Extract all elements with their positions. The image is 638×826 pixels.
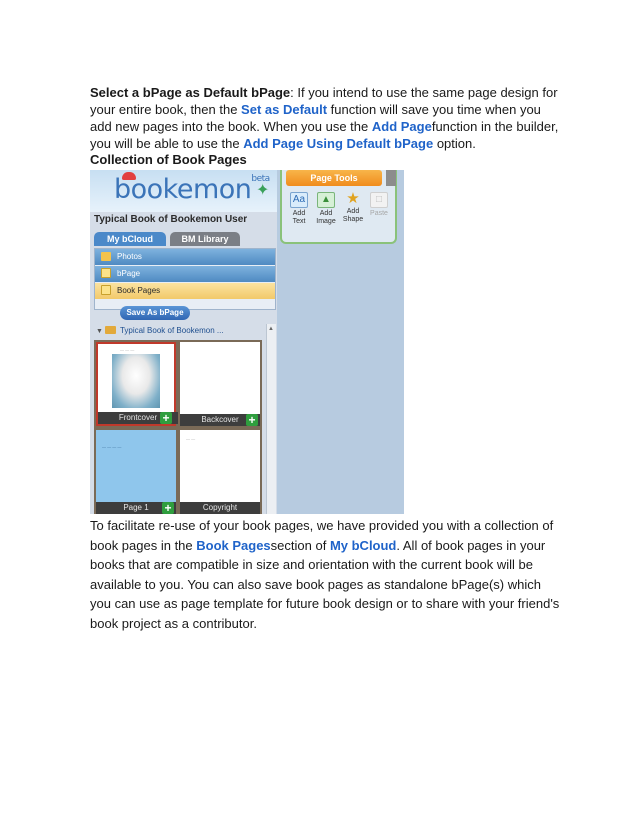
tree-item-label: Photos (117, 252, 142, 261)
paste-button[interactable] (366, 192, 392, 218)
book-pages-link[interactable]: Book Pages (196, 537, 271, 553)
my-bcloud-link[interactable]: My bCloud (329, 537, 397, 553)
add-image-button[interactable] (313, 192, 339, 226)
save-as-bpage-button[interactable]: Save As bPage (120, 306, 190, 320)
add-text-button[interactable] (286, 192, 312, 226)
body-paragraph (90, 516, 560, 633)
tools-tab-grey[interactable] (386, 170, 396, 186)
paste-icon: □ (370, 192, 388, 208)
body-text-3: . All of book pages in your books that are compatible in size and orientation with the current book will be available to you. You can also save book pages as standalone bPage(s) which you can use as page template for future book design or to share with your friend's book project as a contributor. (90, 537, 560, 631)
book-title: Typical Book of Bookemon User (94, 214, 248, 225)
scrollbar[interactable] (266, 324, 276, 514)
text-icon: Aa (290, 192, 308, 208)
page-tools-panel (280, 170, 397, 244)
scroll-up-icon[interactable]: ▲ (268, 326, 274, 332)
photos-icon (101, 252, 111, 261)
bookemon-logo (114, 174, 270, 205)
folder-label: Typical Book of Bookemon ... (119, 326, 224, 335)
thumbnail-caption: Frontcover (98, 412, 178, 424)
cake-image (112, 354, 160, 408)
page-tools-tab[interactable]: Page Tools (286, 170, 382, 186)
tool-label: Text (292, 218, 306, 225)
folder-icon (105, 326, 116, 334)
tool-label: Add (346, 208, 360, 215)
star-icon: ★ (346, 190, 360, 207)
add-plus-icon[interactable]: + (246, 414, 258, 426)
section-title: Collection of Book Pages (90, 152, 247, 167)
logo-text: bookemon (114, 174, 252, 205)
logo-beta: beta (251, 174, 270, 184)
add-page-default-link[interactable]: Add Page Using Default bPage (243, 136, 434, 151)
intro-paragraph (90, 84, 560, 152)
tree-item-bpage[interactable] (95, 266, 275, 282)
add-shape-button[interactable] (340, 192, 366, 224)
add-page-link[interactable]: Add Page (371, 119, 432, 134)
bcloud-tree (94, 248, 276, 310)
thumbnail-caption: Page 1 (96, 502, 176, 514)
intro-text-3: function in the builder, you will be able to use the (90, 119, 559, 151)
folder-row[interactable] (94, 324, 274, 338)
bookemon-screenshot (90, 170, 404, 514)
body-text-1: To facilitate re-use of your book pages, we have provided you with a collection of book pages in the (90, 518, 554, 553)
intro-text-1: : If you intend to use the same page design for your entire book, then the (90, 85, 558, 117)
tree-item-label: Book Pages (117, 286, 161, 295)
thumbnail-caption: Copyright (180, 502, 260, 514)
right-panel (277, 170, 404, 514)
set-as-default-link[interactable]: Set as Default (241, 102, 328, 117)
intro-text-4: option. (433, 136, 476, 151)
tool-label: Add (292, 210, 306, 217)
thumbnail-caption: Backcover (180, 414, 260, 426)
page-icon (101, 268, 111, 278)
triangle-down-icon: ▼ (96, 328, 103, 335)
add-plus-icon[interactable]: + (160, 412, 172, 424)
thumbnail-copyright[interactable] (180, 430, 260, 514)
tree-item-book-pages[interactable] (95, 283, 275, 299)
left-panel (90, 170, 277, 514)
thumbnail-backcover[interactable] (180, 342, 260, 426)
tab-bm-library[interactable]: BM Library (170, 232, 240, 246)
tool-label: Add (319, 210, 333, 217)
tool-label: Shape (342, 216, 364, 223)
tool-label: Image (316, 218, 336, 225)
page-icon (101, 285, 111, 295)
tree-item-label: bPage (117, 269, 141, 278)
image-icon: ▲ (317, 192, 335, 208)
thumbnail-page-1[interactable] (96, 430, 176, 514)
tree-item-photos[interactable] (95, 249, 275, 265)
intro-text-2: function will save you time when you add new pages into the book. When you use the (90, 102, 541, 134)
thumbnail-tiny-text: — — (186, 436, 196, 441)
swirl-icon: ✦ (256, 182, 270, 199)
thumbnail-grid (94, 340, 262, 514)
tool-label: Paste (370, 210, 388, 217)
tab-my-bcloud[interactable]: My bCloud (94, 232, 166, 246)
thumbnail-frontcover[interactable] (96, 342, 176, 426)
thumbnail-tiny-text: — — — (120, 347, 135, 352)
app-header (90, 170, 277, 212)
body-text-2: section of (270, 537, 330, 553)
tab-bar (94, 232, 274, 248)
add-plus-icon[interactable]: + (162, 502, 174, 514)
intro-lead: Select a bPage as Default bPage (90, 85, 291, 100)
thumbnail-tiny-text: — — — — (102, 444, 122, 449)
